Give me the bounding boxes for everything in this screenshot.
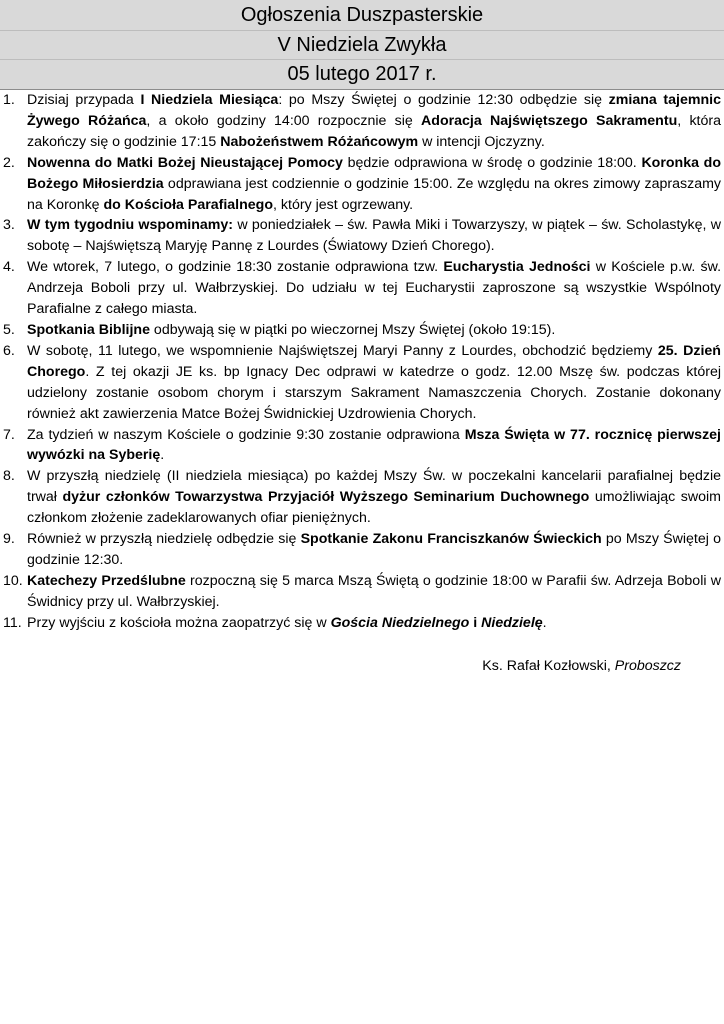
item-text <box>27 215 721 257</box>
item-text-bold: W tym tygodniu wspominamy: <box>27 217 234 234</box>
list-item <box>3 90 721 153</box>
item-number: 1. <box>3 92 15 108</box>
item-text-bold: i <box>469 614 482 631</box>
item-text-run: : po Mszy Świętej o godzinie 12:30 odbędzie się <box>278 92 609 108</box>
item-number: 7. <box>3 426 15 443</box>
item-number: 8. <box>3 468 15 485</box>
list-item <box>3 320 721 341</box>
item-text-run: W przyszłą niedzielę (II niedziela miesiąca) po każdej Mszy Św. w poczekalni kancelarii parafialnej będzie trwał <box>27 468 721 506</box>
announcements-list <box>3 90 721 634</box>
item-text-bold: Nabożeństwem Różańcowym <box>220 133 419 150</box>
item-number: 2. <box>3 154 15 171</box>
signature-name: Ks. Rafał Kozłowski, <box>482 658 615 674</box>
item-number: 11. <box>3 614 22 631</box>
item-text-bold: Eucharystia Jedności <box>443 259 591 276</box>
item-text-bold: dyżur członków Towarzystwa Przyjaciół Wyższego Seminarium Duchownego <box>62 489 590 506</box>
header-title: Ogłoszenia Duszpasterskie <box>240 4 484 26</box>
item-text-run: w poniedziałek – św. Pawła Miki i Towarzyszy, w piątek – św. Scholastykę, w sobotę – Najświętszą Maryję Pannę z Lourdes (Światowy Dzień Chorego). <box>27 217 722 255</box>
item-number: 4. <box>3 259 15 276</box>
item-text <box>27 90 721 153</box>
item-text-run: Dzisiaj przypada <box>27 92 141 108</box>
item-text-run: W sobotę, 11 lutego, we wspomnienie Najświętszej Maryi Panny z Lourdes, obchodzić będziemy <box>27 342 658 359</box>
list-item <box>3 425 721 467</box>
item-number: 6. <box>3 342 15 359</box>
item-number: 9. <box>3 531 15 548</box>
item-text <box>27 466 721 529</box>
item-text-run: będzie odprawiona w środę o godzinie 18:00. <box>342 154 642 171</box>
item-text <box>27 425 721 467</box>
item-text <box>27 571 721 613</box>
header-subtitle: V Niedziela Zwykła <box>277 34 447 56</box>
item-text-run: Również w przyszłą niedzielę odbędzie się <box>27 531 301 548</box>
item-text <box>27 320 721 341</box>
item-text-bold: 25. Dzień Chorego <box>27 342 721 380</box>
item-text <box>27 153 721 216</box>
header-divider <box>0 30 724 31</box>
item-text-bold: Katechezy Przedślubne <box>27 572 186 589</box>
list-item <box>3 153 721 216</box>
item-text-bold: do Kościoła Parafialnego <box>103 196 274 213</box>
item-text-run: , która zakończy się o godzinie 17:15 <box>27 112 721 150</box>
signature-role: Proboszcz <box>614 658 681 674</box>
item-text <box>27 341 721 425</box>
header-divider <box>0 59 724 60</box>
item-text-bold: I Niedziela Miesiąca <box>140 92 279 108</box>
item-text <box>27 613 721 634</box>
item-number: 3. <box>3 217 15 234</box>
item-text-bold: Spotkanie Zakonu Franciszkanów Świeckich <box>300 531 602 548</box>
signature <box>482 656 681 676</box>
item-number: 10. <box>3 572 23 589</box>
item-text-bold: Adoracja Najświętszego Sakramentu <box>421 112 678 129</box>
list-item <box>3 257 721 320</box>
item-text-run: We wtorek, 7 lutego, o godzinie 18:30 zostanie odprawiona tzw. <box>27 259 444 276</box>
item-text-run: , który jest ogrzewany. <box>273 196 414 213</box>
item-text-bold: Spotkania Biblijne <box>27 321 150 338</box>
list-item <box>3 571 721 613</box>
list-item <box>3 341 721 425</box>
item-text-run: odprawiana jest codziennie o godzinie 15:00. Ze względu na okres zimowy zapraszamy na Koronkę <box>27 175 721 213</box>
list-item <box>3 466 721 529</box>
header-date: 05 lutego 2017 r. <box>287 63 437 85</box>
item-text-run: po Mszy Świętej o godzinie 12:30. <box>27 531 721 568</box>
item-text-bold <box>331 615 470 631</box>
item-text-run: w intencji Ojczyzny. <box>418 133 545 150</box>
item-text-run: . Z tej okazji JE ks. bp Ignacy Dec odprawi w katedrze o godz. 12.00 Mszę św. podczas której udzielony zostanie osobom chorym i starszym Sakrament Namaszczenia Chorych. Zostanie dokonany również akt zawierzenia Matce Bożej Świdnickiej Uzdrowienia Chorych. <box>27 363 721 422</box>
item-text-run: . <box>160 447 165 464</box>
item-text-bold: zmiana tajemnic Żywego Różańca <box>27 92 721 129</box>
item-text-run: Za tydzień w naszym Kościele o godzinie 9:30 zostanie odprawiona <box>27 426 465 443</box>
item-text-run: rozpoczną się 5 marca Mszą Świętą o godzinie 18:00 w Parafii św. Adrzeja Boboli w Świdnicy przy ul. Wałbrzyskiej. <box>27 572 721 610</box>
list-item <box>3 215 721 257</box>
item-text-emphasis: Niedzielę <box>481 614 543 631</box>
item-text-run: odbywają się w piątki po wieczornej Mszy Świętej (około 19:15). <box>149 321 556 338</box>
item-text-bold: Nowenna do Matki Bożej Nieustającej Pomocy <box>27 154 343 171</box>
item-text <box>27 257 721 320</box>
item-number: 5. <box>3 321 15 338</box>
item-text-bold: Koronka do Bożego Miłosierdzia <box>27 154 721 192</box>
item-text-run: . <box>542 614 547 631</box>
list-item <box>3 613 721 634</box>
item-text-emphasis: Gościa Niedzielnego <box>330 614 470 631</box>
item-text-bold <box>481 615 543 631</box>
item-text-run: Przy wyjściu z kościoła można zaopatrzyć się w <box>27 614 331 631</box>
item-text-run: umożliwiając swoim członkom złożenie zadeklarowanych ofiar pieniężnych. <box>27 489 721 527</box>
announcement-header <box>0 0 724 90</box>
list-item <box>3 529 721 571</box>
item-text-run: , a około godziny 14:00 rozpocznie się <box>146 112 422 129</box>
item-text-run: w Kościele p.w. św. Andrzeja Boboli przy ul. Wałbrzyskiej. Do udziału w tej Eucharystii zaproszone są wszystkie Wspólnoty Parafialne z całego miasta. <box>27 259 722 318</box>
item-text-bold: Msza Święta w 77. rocznicę pierwszej wywózki na Syberię <box>27 426 721 464</box>
item-text <box>27 529 721 571</box>
